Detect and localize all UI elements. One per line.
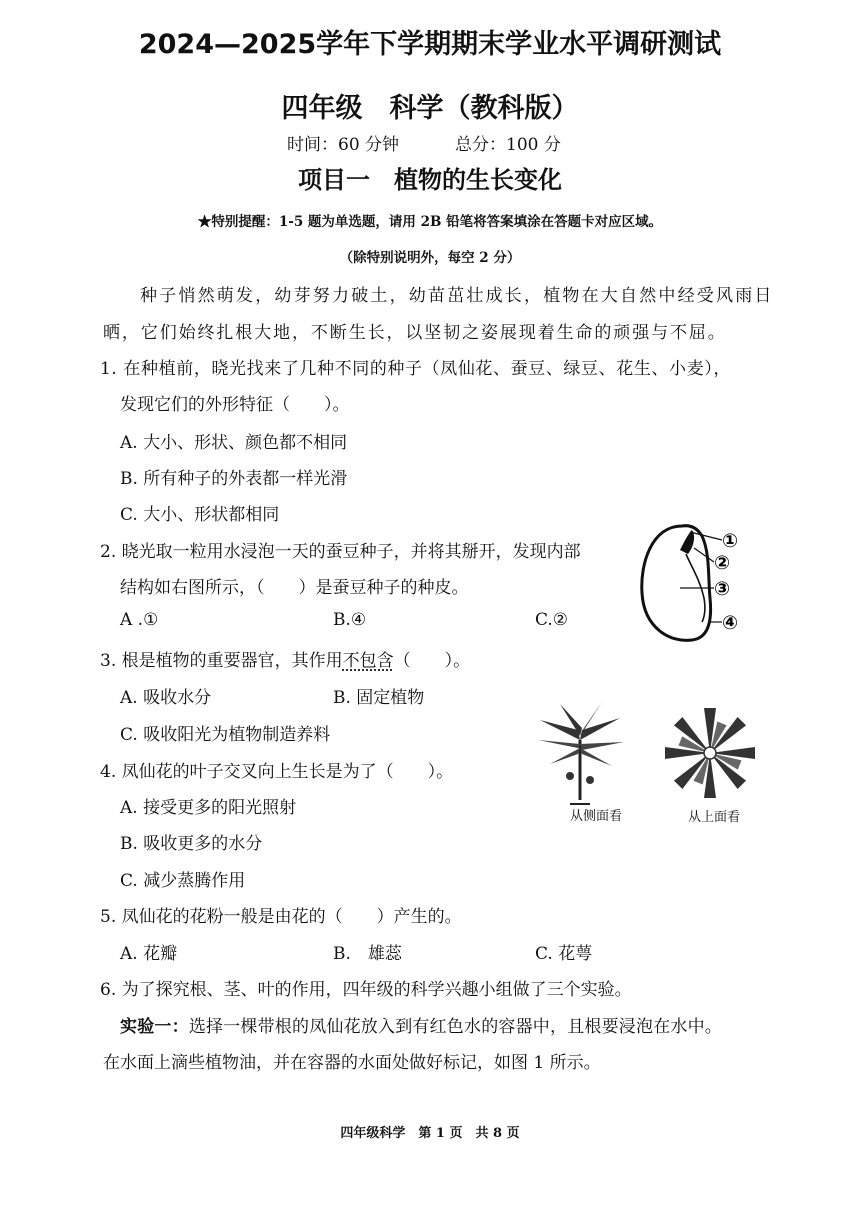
seed-label-2: ② [714, 552, 731, 574]
q2-line-1: 2. 晓光取一粒用水浸泡一天的蚕豆种子，并将其掰开，发现内部 [100, 542, 581, 562]
q3-option-b: B. 固定植物 [333, 688, 425, 708]
seed-label-3: ③ [714, 578, 731, 600]
q3-text-post: （ ）。 [393, 651, 471, 671]
broad-bean-seed-figure [630, 518, 770, 648]
seed-outline [642, 526, 711, 641]
q4-option-c: C. 减少蒸腾作用 [120, 871, 246, 891]
intro-line-1: 种子悄然萌发，幼芽努力破土，幼苗茁壮成长，植物在大自然中经受风雨日 [140, 286, 774, 306]
subject-title: 四年级 科学（教科版） [281, 93, 579, 124]
embryo-bud [680, 530, 694, 554]
seed-label-1: ① [722, 530, 739, 552]
q1-line-2: 发现它们的外形特征（ ）。 [120, 395, 350, 415]
label-line-1 [690, 532, 722, 540]
q5-option-c: C. 花萼 [535, 944, 593, 964]
q3-emphasis: 不包含 [342, 651, 394, 671]
experiment-1-line-1 [120, 1012, 722, 1037]
q1-line-1: 1. 在种植前，晓光找来了几种不同的种子（凤仙花、蚕豆、绿豆、花生、小麦）， [100, 359, 731, 379]
label-line-2 [694, 548, 714, 562]
q5-line-1: 5. 凤仙花的花粉一般是由花的（ ）产生的。 [100, 907, 462, 927]
q2-line-2: 结构如右图所示，（ ）是蚕豆种子的种皮。 [120, 578, 469, 598]
top-view-caption: 从上面看 [688, 810, 741, 825]
q4-option-b: B. 吸收更多的水分 [120, 834, 263, 854]
section-title: 项目一 植物的生长变化 [298, 166, 562, 194]
q6-line-1: 6. 为了探究根、茎、叶的作用，四年级的科学兴趣小组做了三个实验。 [100, 980, 632, 1000]
exam-title: 2024—2025学年下学期期末学业水平调研测试 [138, 29, 722, 60]
plant-side-view-figure [530, 700, 630, 810]
q1-option-a: A. 大小、形状、颜色都不相同 [120, 433, 348, 453]
q3-option-c: C. 吸收阳光为植物制造养料 [120, 725, 331, 745]
side-view-caption: 从侧面看 [570, 809, 623, 824]
time-label: 时间：60 分钟 [287, 135, 400, 155]
experiment-1-line-2: 在水面上滴些植物油，并在容器的水面处做好标记，如图 1 所示。 [103, 1053, 601, 1073]
q2-option-a: A .① [120, 610, 159, 630]
scoring-note: （除特别说明外，每空 2 分） [339, 250, 521, 266]
plant-top-view-figure [665, 703, 755, 803]
q1-option-c: C. 大小、形状都相同 [120, 505, 280, 525]
q2-option-c: C.② [535, 610, 569, 630]
q4-option-a: A. 接受更多的阳光照射 [120, 798, 297, 818]
experiment-1-text: 选择一棵带根的凤仙花放入到有红色水的容器中，且根要浸泡在水中。 [188, 1017, 723, 1037]
score-label: 总分：100 分 [455, 135, 561, 155]
q3-text-pre: 3. 根是植物的重要器官，其作用 [100, 651, 343, 671]
q1-option-b: B. 所有种子的外表都一样光滑 [120, 469, 348, 489]
q2-option-b: B.④ [333, 610, 367, 630]
seed-label-4: ④ [722, 612, 739, 634]
q3-line-1 [100, 646, 470, 671]
special-notice: ★特别提醒：1-5 题为单选题，请用 2B 铅笔将答案填涂在答题卡对应区域。 [197, 214, 663, 230]
page-footer: 四年级科学 第 1 页 共 8 页 [340, 1126, 520, 1141]
q5-option-b: B. 雄蕊 [333, 944, 402, 964]
q5-option-a: A. 花瓣 [120, 944, 178, 964]
q4-line-1: 4. 凤仙花的叶子交叉向上生长是为了（ ）。 [100, 762, 454, 782]
experiment-1-label: 实验一： [120, 1017, 189, 1037]
q3-option-a: A. 吸收水分 [120, 688, 212, 708]
intro-line-2: 晒，它们始终扎根大地，不断生长，以坚韧之姿展现着生命的顽强与不屈。 [103, 323, 727, 343]
